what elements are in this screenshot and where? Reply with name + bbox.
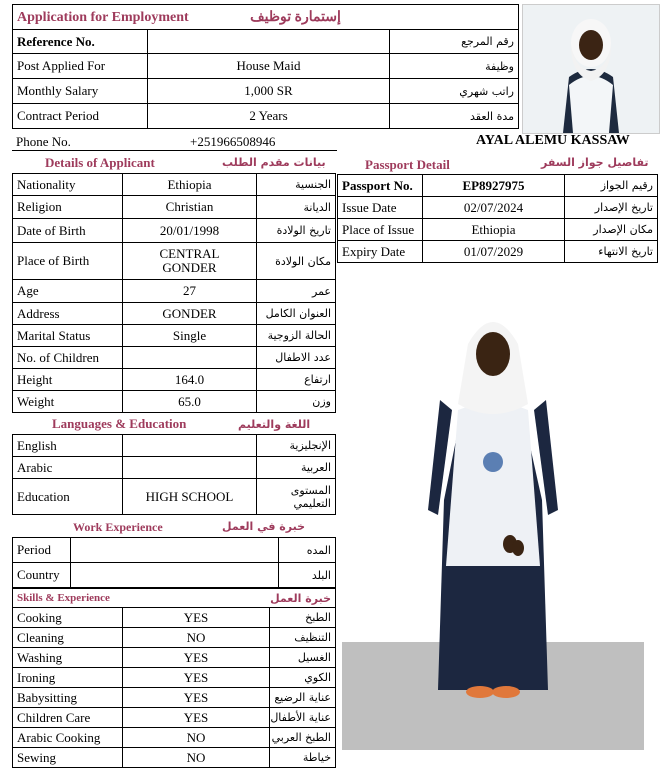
weight-label: Weight: [13, 391, 123, 413]
period-value: [71, 538, 279, 563]
children-label: No. of Children: [13, 347, 123, 369]
country-value: [71, 563, 279, 588]
cleaning-label: Cleaning: [13, 628, 123, 648]
full-body-figure-icon: [342, 300, 644, 750]
header-table: [12, 4, 519, 129]
languages-title-en: Languages & Education: [52, 416, 187, 431]
ironing-label-ar: الكوي: [270, 668, 336, 688]
salary-label-ar: راتب شهري: [390, 79, 519, 104]
arabic-cooking-label: Arabic Cooking: [13, 728, 123, 748]
cleaning-value: NO: [123, 628, 270, 648]
address-value: GONDER: [123, 303, 257, 325]
contract-value: 2 Years: [148, 104, 390, 129]
passport-no-value: EP8927975: [423, 175, 565, 197]
skills-title-ar: خبرة العمل: [270, 589, 336, 608]
arabic-cooking-label-ar: الطبخ العربي: [270, 728, 336, 748]
cooking-label: Cooking: [13, 608, 123, 628]
applicant-name: AYAL ALEMU KASSAW: [476, 133, 630, 148]
passport-table: [337, 174, 658, 263]
period-label-ar: المده: [279, 538, 336, 563]
work-title-ar: خبرة في العمل: [222, 520, 306, 533]
work-table: [12, 537, 336, 588]
religion-value: Christian: [123, 196, 257, 219]
passport-no-label-ar: رقيم الجواز: [565, 175, 658, 197]
country-label: Country: [13, 563, 71, 588]
skills-title-en: Skills & Experience: [13, 589, 123, 608]
issue-date-value: 02/07/2024: [423, 197, 565, 219]
children-value: [123, 347, 257, 369]
english-label: English: [13, 435, 123, 457]
languages-title-ar: اللغة والتعليم: [238, 418, 311, 431]
passport-title-en: Passport Detail: [365, 157, 450, 172]
height-label-ar: ارتفاع: [257, 369, 336, 391]
arabic-label-ar: العربية: [257, 457, 336, 479]
reference-label: Reference No.: [13, 30, 148, 54]
sewing-label: Sewing: [13, 748, 123, 768]
sewing-value: NO: [123, 748, 270, 768]
expiry-label: Expiry Date: [338, 241, 423, 263]
age-label-ar: عمر: [257, 280, 336, 303]
full-body-photo: [342, 300, 644, 750]
weight-value: 65.0: [123, 391, 257, 413]
cleaning-label-ar: التنظيف: [270, 628, 336, 648]
details-title-ar: بيانات مقدم الطلب: [222, 156, 326, 169]
religion-label-ar: الديانة: [257, 196, 336, 219]
phone-value: +251966508946: [190, 134, 276, 149]
arabic-cooking-value: NO: [123, 728, 270, 748]
person-silhouette-icon: [523, 5, 659, 133]
passport-no-label: Passport No.: [338, 175, 423, 197]
issue-date-label: Issue Date: [338, 197, 423, 219]
children-care-value: YES: [123, 708, 270, 728]
babysitting-value: YES: [123, 688, 270, 708]
work-title-en: Work Experience: [73, 520, 163, 534]
ironing-label: Ironing: [13, 668, 123, 688]
period-label: Period: [13, 538, 71, 563]
weight-label-ar: وزن: [257, 391, 336, 413]
contract-label-ar: مدة العقد: [390, 104, 519, 129]
form-title-ar: إستمارة توظيف: [250, 9, 341, 25]
details-table: [12, 173, 336, 413]
issue-date-label-ar: تاريخ الإصدار: [565, 197, 658, 219]
washing-label-ar: الغسيل: [270, 648, 336, 668]
cooking-value: YES: [123, 608, 270, 628]
education-label-ar: المستوى التعليمي: [257, 479, 336, 515]
skills-table: [12, 588, 336, 768]
form-title-en: Application for Employment: [17, 9, 189, 25]
salary-value: 1,000 SR: [148, 79, 390, 104]
salary-label: Monthly Salary: [13, 79, 148, 104]
children-care-label-ar: عناية الأطفال: [270, 708, 336, 728]
country-label-ar: البلد: [279, 563, 336, 588]
washing-value: YES: [123, 648, 270, 668]
babysitting-label-ar: عناية الرضيع: [270, 688, 336, 708]
address-label-ar: العنوان الكامل: [257, 303, 336, 325]
children-label-ar: عدد الاطفال: [257, 347, 336, 369]
phone-underline: [12, 150, 337, 151]
marital-value: Single: [123, 325, 257, 347]
contract-label: Contract Period: [13, 104, 148, 129]
languages-table: [12, 434, 336, 515]
children-care-label: Children Care: [13, 708, 123, 728]
post-value: House Maid: [148, 54, 390, 79]
english-label-ar: الإنجليزية: [257, 435, 336, 457]
arabic-label: Arabic: [13, 457, 123, 479]
nationality-label-ar: الجنسية: [257, 174, 336, 196]
marital-label-ar: الحالة الزوجية: [257, 325, 336, 347]
education-value: HIGH SCHOOL: [123, 479, 257, 515]
pob-label-ar: مكان الولادة: [257, 243, 336, 280]
babysitting-label: Babysitting: [13, 688, 123, 708]
expiry-value: 01/07/2029: [423, 241, 565, 263]
address-label: Address: [13, 303, 123, 325]
reference-label-ar: رقم المرجع: [390, 30, 519, 54]
pob-label: Place of Birth: [13, 243, 123, 280]
phone-label: Phone No.: [16, 134, 71, 149]
height-value: 164.0: [123, 369, 257, 391]
sewing-label-ar: خياطة: [270, 748, 336, 768]
issue-place-label-ar: مكان الإصدار: [565, 219, 658, 241]
dob-label-ar: تاريخ الولادة: [257, 219, 336, 243]
reference-value: [148, 30, 390, 54]
passport-title-ar: تفاصيل جواز السفر: [541, 156, 649, 169]
age-label: Age: [13, 280, 123, 303]
english-value: [123, 435, 257, 457]
nationality-value: Ethiopia: [123, 174, 257, 196]
age-value: 27: [123, 280, 257, 303]
post-label-ar: وظيفة: [390, 54, 519, 79]
passport-photo: [522, 4, 660, 134]
post-label: Post Applied For: [13, 54, 148, 79]
nationality-label: Nationality: [13, 174, 123, 196]
height-label: Height: [13, 369, 123, 391]
dob-value: 20/01/1998: [123, 219, 257, 243]
issue-place-label: Place of Issue: [338, 219, 423, 241]
education-label: Education: [13, 479, 123, 515]
marital-label: Marital Status: [13, 325, 123, 347]
expiry-label-ar: تاريخ الانتهاء: [565, 241, 658, 263]
cooking-label-ar: الطبخ: [270, 608, 336, 628]
issue-place-value: Ethiopia: [423, 219, 565, 241]
details-title-en: Details of Applicant: [45, 155, 155, 170]
washing-label: Washing: [13, 648, 123, 668]
arabic-value: [123, 457, 257, 479]
religion-label: Religion: [13, 196, 123, 219]
dob-label: Date of Birth: [13, 219, 123, 243]
ironing-value: YES: [123, 668, 270, 688]
pob-value: CENTRAL GONDER: [123, 243, 257, 280]
